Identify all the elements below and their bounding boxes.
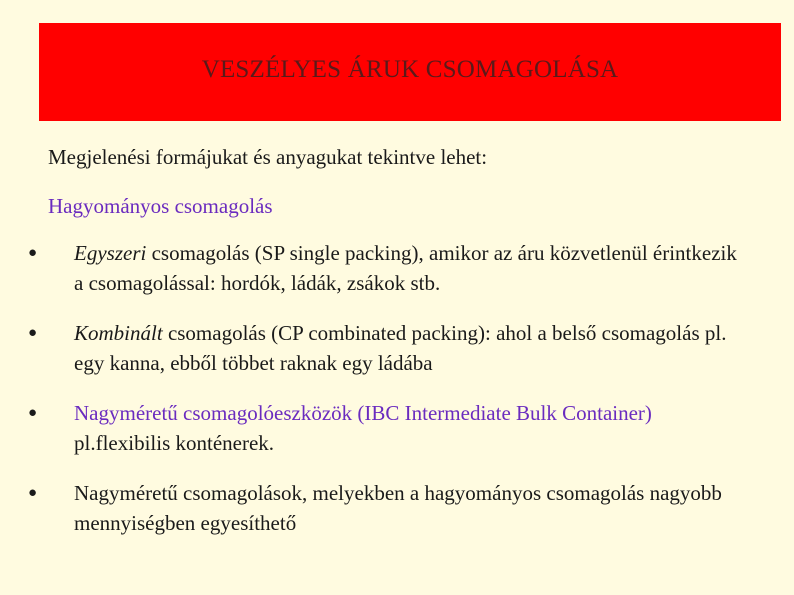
subheading: Hagyományos csomagolás: [48, 194, 273, 218]
bullet-item-ibc: [28, 398, 748, 458]
bullet-item-large-packaging: [28, 478, 748, 538]
bullet-text: csomagolás (CP combinated packing): ahol a belső csomagolás pl. egy kanna, ebből többet raknak egy ládába: [74, 321, 727, 375]
bullet-list: [28, 238, 748, 538]
bullet-text: Nagyméretű csomagolások, melyekben a hagyományos csomagolás nagyobb mennyiségben egyesíthető: [74, 481, 722, 535]
title-banner: [39, 23, 781, 121]
bullet-emphasis: Egyszeri: [74, 241, 147, 265]
bullet-item-single-packing: [28, 238, 748, 298]
bullet-emphasis: Kombinált: [74, 321, 163, 345]
bullet-icon: ●: [28, 245, 38, 261]
bullet-icon: ●: [28, 485, 38, 501]
bullet-text: pl.flexibilis konténerek.: [74, 431, 275, 455]
slide-title: VESZÉLYES ÁRUK CSOMAGOLÁSA: [201, 56, 619, 83]
intro-text: Megjelenési formájukat és anyagukat tekintve lehet:: [48, 145, 488, 169]
bullet-item-combined-packing: [28, 318, 748, 378]
bullet-highlight: Nagyméretű csomagolóeszközök (IBC Intermediate Bulk Container): [74, 401, 652, 425]
bullet-icon: ●: [28, 405, 38, 421]
bullet-text: csomagolás (SP single packing), amikor az áru közvetlenül érintkezik a csomagolással: hordók, ládák, zsákok stb.: [74, 241, 737, 295]
bullet-icon: ●: [28, 325, 38, 341]
